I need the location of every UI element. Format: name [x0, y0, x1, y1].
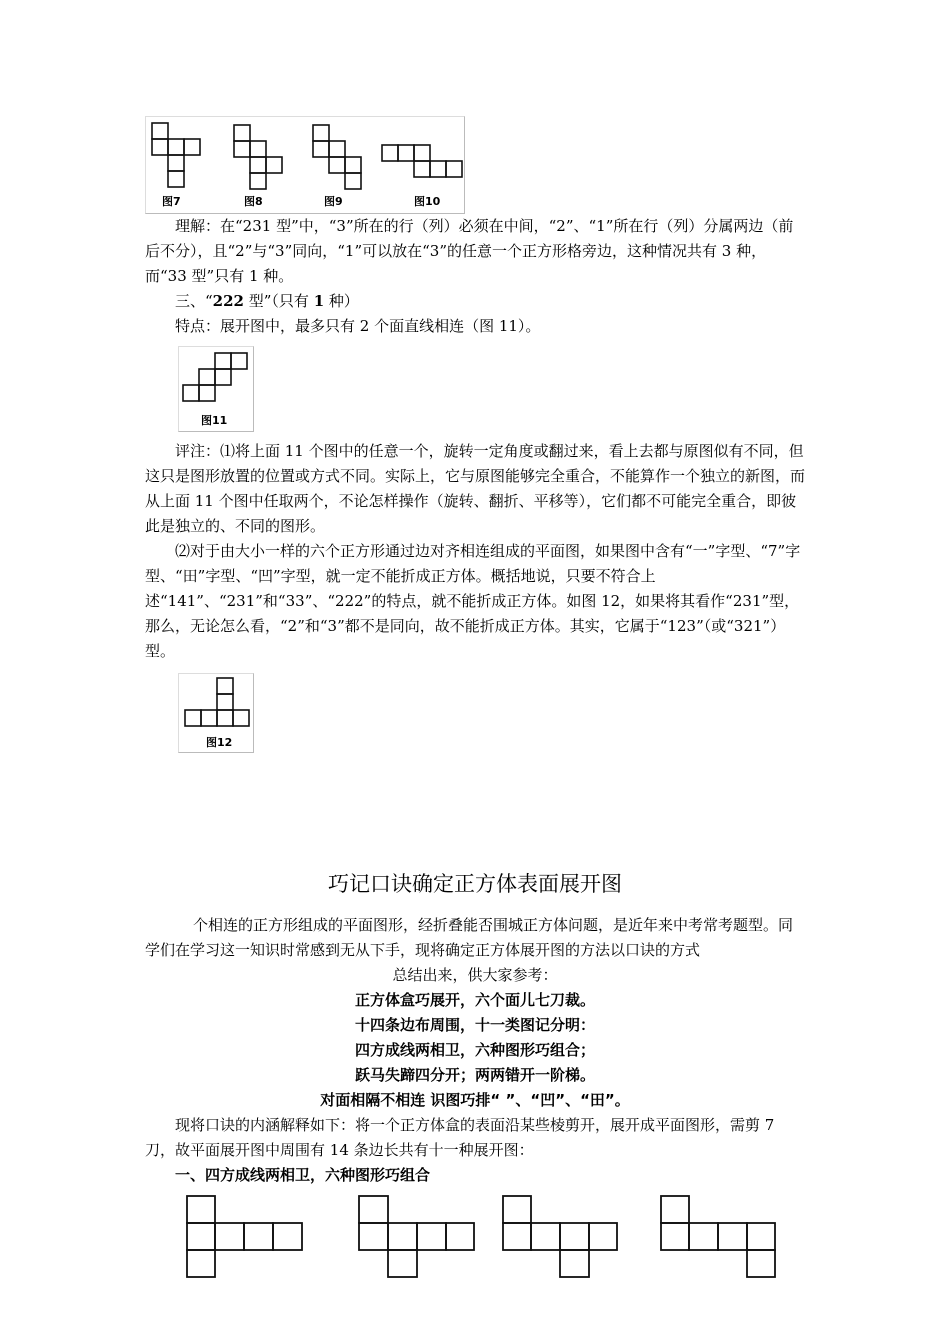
- net-fig9: [313, 125, 361, 189]
- net-a: [187, 1196, 302, 1277]
- fig11-label: 图11: [201, 414, 228, 427]
- net-fig8: [234, 125, 282, 189]
- intro-paragraph: 个相连的正方形组成的平面图形，经折叠能否围城正方体问题，是近年来中考常考题型。同学们在学习这一知识时常感到无从下手，现将确定正方体展开图的方法以口诀的方式: [145, 916, 794, 959]
- figure-strip-7-10: [145, 116, 465, 214]
- section3-heading: 三、“222 型”（只有 1 种）: [175, 292, 359, 310]
- fig12-label: 图12: [206, 736, 233, 749]
- verse-line-1: 正方体盒巧展开，六个面儿七刀裁。: [354, 991, 595, 1009]
- comment1-paragraph: 评注：⑴将上面 11 个图中的任意一个，旋转一定角度或翻过来，看上去都与原图似有不同，但这只是图形放置的位置或方式不同。实际上，它与原图能够完全重合，不能算作一个独立的新图，而从上面 11 个图中任取两个，不论怎样操作（旋转、翻折、平移等），它们都不可能完全重合，即彼此是独立的、不同的图形。: [145, 442, 806, 535]
- verse-line-4: 跃马失蹄四分开；两两错开一阶梯。: [354, 1066, 595, 1084]
- net-fig11: [183, 353, 247, 401]
- figure-12: [178, 673, 254, 753]
- verse-line-5: 对面相隔不相连 识图巧排“ ”、“凹”、“田”。: [320, 1091, 630, 1109]
- fig8-label: 图8: [244, 195, 263, 208]
- net-b: [359, 1196, 474, 1277]
- section1-heading: 一、四方成线两相卫，六种图形巧组合: [175, 1166, 431, 1184]
- feature-paragraph: 特点：展开图中，最多只有 2 个面直线相连（图 11）。: [175, 317, 541, 335]
- figure-strip-svg: [146, 117, 464, 213]
- verse-line-2: 十四条边布周围，十一类图记分明：: [354, 1016, 595, 1034]
- explain-paragraph: 现将口诀的内涵解释如下：将一个正方体盒的表面沿某些棱剪开，展开成平面图形，需剪 7 刀，故平面展开图中周围有 14 条边长共有十一种展开图：: [145, 1116, 775, 1159]
- net-c: [503, 1196, 617, 1277]
- article-title: 巧记口诀确定正方体表面展开图: [328, 872, 622, 896]
- fig10-label: 图10: [414, 195, 441, 208]
- intro-tail: 总结出来，供大家参考：: [392, 966, 558, 984]
- net-fig10: [382, 145, 462, 177]
- comment2-paragraph: ⑵对于由大小一样的六个正方形通过边对齐相连组成的平面图，如果图中含有“一”字型、“7”字型、“田”字型、“凹”字型，就一定不能折成正方体。概括地说，只要不符合上述“141”、“231”和“33”、“222”的特点，就不能折成正方体。如图 12，如果将其看作“231”型，那么，无论怎么看，“2”和“3”都不是同向，故不能折成正方体。其实，它属于“123”（或“321”）型。: [145, 542, 801, 660]
- understanding-paragraph: 理解：在“231 型”中，“3”所在的行（列）必须在中间，“2”、“1”所在行（列）分属两边（前后不分），且“2”与“3”同向，“1”可以放在“3”的任意一个正方形格旁边，这种情况共有 3 种，而“33 型”只有 1 种。: [145, 217, 794, 285]
- fig9-label: 图9: [324, 195, 343, 208]
- bottom-nets: [180, 1192, 790, 1280]
- net-d: [661, 1196, 775, 1277]
- fig7-label: 图7: [162, 195, 181, 208]
- verse-line-3: 四方成线两相卫，六种图形巧组合；: [354, 1041, 595, 1059]
- net-fig7: [152, 123, 200, 187]
- figure-11: [178, 346, 254, 432]
- net-fig12: [185, 678, 249, 726]
